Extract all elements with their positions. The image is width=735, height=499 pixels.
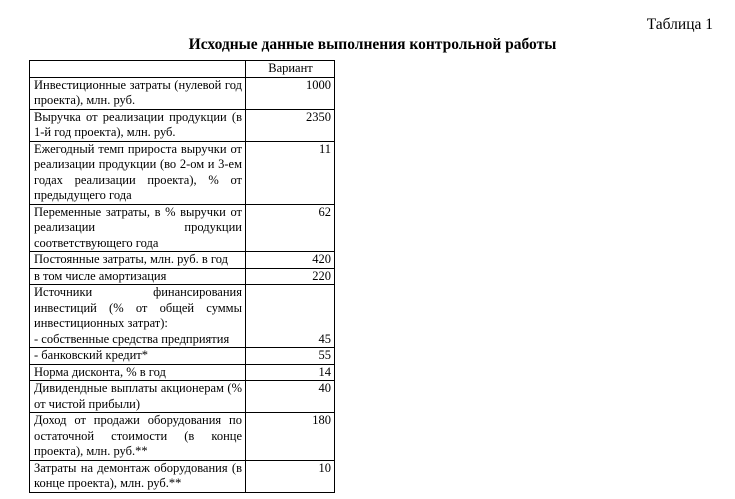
table-row [30, 413, 335, 461]
header-label-cell [30, 61, 246, 78]
row-label-bank-loan: - банковский кредит* [30, 348, 246, 365]
row-label-investment: Инвестиционные затраты (нулевой год проекта), млн. руб. [30, 77, 246, 109]
row-value-variable-costs: 62 [246, 204, 335, 252]
table-row [30, 381, 335, 413]
table-row [30, 348, 335, 365]
row-label-financing-sources [30, 285, 246, 348]
table-row [30, 285, 335, 348]
row-label-discount-rate: Норма дисконта, % в год [30, 364, 246, 381]
source-data-table [29, 60, 335, 493]
document-title: Исходные данные выполнения контрольной работы [188, 36, 557, 53]
row-value-depreciation: 220 [246, 268, 335, 285]
row-label-equipment-sale: Доход от продажи оборудования по остаточной стоимости (в конце проекта), млн. руб.** [30, 413, 246, 461]
row-value-discount-rate: 14 [246, 364, 335, 381]
table-row [30, 77, 335, 109]
row-label-depreciation: в том числе амортизация [30, 268, 246, 285]
table-row [30, 109, 335, 141]
row-label-growth-rate: Ежегодный темп прироста выручки от реализации продукции (во 2-ом и 3-ем годах реализации проекта), % от предыдущего года [30, 141, 246, 204]
row-label-dismantling: Затраты на демонтаж оборудования (в конце проекта), млн. руб.** [30, 460, 246, 492]
row-label-dividends: Дивидендные выплаты акционерам (% от чистой прибыли) [30, 381, 246, 413]
row-value-dismantling: 10 [246, 460, 335, 492]
table-row [30, 204, 335, 252]
row-value-bank-loan: 55 [246, 348, 335, 365]
financing-sources-text: Источники финансирования инвестиций (% от общей суммы инвестиционных затрат): [34, 285, 242, 330]
row-value-growth-rate: 11 [246, 141, 335, 204]
row-label-fixed-costs: Постоянные затраты, млн. руб. в год [30, 252, 246, 269]
header-variant-cell: Вариант [246, 61, 335, 78]
row-label-variable-costs: Переменные затраты, в % выручки от реализации продукции соответствующего года [30, 204, 246, 252]
table-row [30, 141, 335, 204]
table-row [30, 252, 335, 269]
row-value-equipment-sale: 180 [246, 413, 335, 461]
row-label-revenue: Выручка от реализации продукции (в 1-й год проекта), млн. руб. [30, 109, 246, 141]
row-value-own-funds: 45 [246, 285, 335, 348]
row-value-dividends: 40 [246, 381, 335, 413]
row-value-revenue: 2350 [246, 109, 335, 141]
table-row [30, 268, 335, 285]
row-value-fixed-costs: 420 [246, 252, 335, 269]
row-value-investment: 1000 [246, 77, 335, 109]
table-row [30, 364, 335, 381]
table-caption: Таблица 1 [646, 16, 713, 33]
own-funds-text: - собственные средства предприятия [34, 331, 230, 346]
table-row [30, 460, 335, 492]
table-header-row [30, 61, 335, 78]
